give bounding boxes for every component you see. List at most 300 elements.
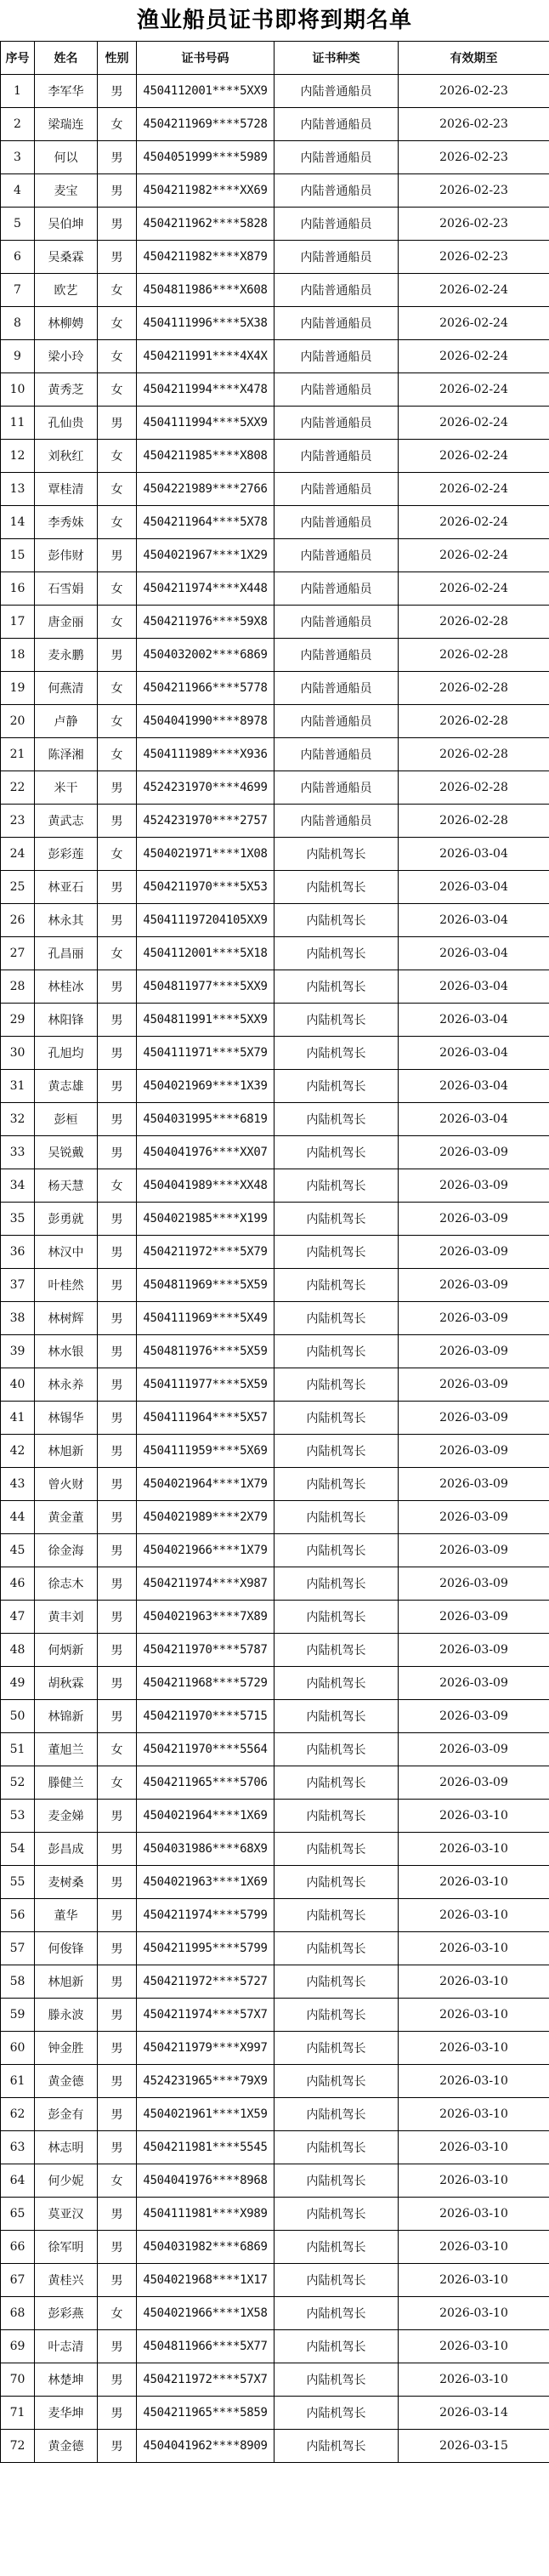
cell-certificate-type: 内陆机驾长 (274, 1965, 399, 1999)
cell-gender: 男 (98, 1899, 137, 1932)
cell-serial: 36 (1, 1236, 35, 1269)
table-row (1, 1169, 549, 1203)
table-row (1, 141, 549, 174)
cell-certificate-type: 内陆普通船员 (274, 506, 399, 539)
table-row (1, 2330, 549, 2363)
cell-name: 何炳新 (35, 1634, 98, 1667)
cell-gender: 男 (98, 805, 137, 838)
cell-valid-until: 2026-02-28 (399, 738, 549, 771)
cell-serial: 68 (1, 2297, 35, 2330)
cell-certificate-type: 内陆普通船员 (274, 307, 399, 340)
cell-name: 刘秋红 (35, 440, 98, 473)
cell-certificate-number: 4504211965****5706 (137, 1766, 274, 1800)
cell-gender: 男 (98, 1534, 137, 1567)
cell-serial: 21 (1, 738, 35, 771)
cell-certificate-number: 4504111959****5X69 (137, 1435, 274, 1468)
cell-serial: 63 (1, 2131, 35, 2164)
cell-gender: 男 (98, 2065, 137, 2098)
cell-name: 滕健兰 (35, 1766, 98, 1800)
cell-certificate-number: 4504211974****57X7 (137, 1999, 274, 2032)
cell-serial: 8 (1, 307, 35, 340)
table-row (1, 2164, 549, 2198)
cell-name: 黄秀芝 (35, 373, 98, 407)
cell-gender: 女 (98, 1169, 137, 1203)
table-row (1, 440, 549, 473)
cell-name: 吴桑霖 (35, 241, 98, 274)
roster-table (0, 41, 549, 2463)
cell-certificate-type: 内陆机驾长 (274, 2032, 399, 2065)
cell-name: 林水银 (35, 1335, 98, 1368)
cell-gender: 男 (98, 1070, 137, 1103)
cell-certificate-type: 内陆普通船员 (274, 141, 399, 174)
cell-valid-until: 2026-02-24 (399, 572, 549, 606)
cell-certificate-number: 4504211982****XX69 (137, 174, 274, 208)
cell-certificate-type: 内陆机驾长 (274, 904, 399, 937)
cell-valid-until: 2026-03-09 (399, 1402, 549, 1435)
cell-certificate-number: 4504021967****1X29 (137, 539, 274, 572)
cell-certificate-type: 内陆机驾长 (274, 1700, 399, 1733)
cell-certificate-type: 内陆机驾长 (274, 1236, 399, 1269)
cell-certificate-number: 4504211982****X879 (137, 241, 274, 274)
cell-certificate-number: 4504111989****X936 (137, 738, 274, 771)
cell-serial: 51 (1, 1733, 35, 1766)
cell-name: 麦金娣 (35, 1800, 98, 1833)
cell-name: 林永养 (35, 1368, 98, 1402)
cell-gender: 男 (98, 2098, 137, 2131)
cell-gender: 男 (98, 1402, 137, 1435)
table-row (1, 2264, 549, 2297)
cell-certificate-type: 内陆机驾长 (274, 1667, 399, 1700)
cell-gender: 男 (98, 2363, 137, 2397)
cell-gender: 男 (98, 1103, 137, 1136)
cell-certificate-type: 内陆机驾长 (274, 2065, 399, 2098)
cell-gender: 男 (98, 2032, 137, 2065)
cell-valid-until: 2026-03-10 (399, 2198, 549, 2231)
cell-serial: 48 (1, 1634, 35, 1667)
table-row (1, 340, 549, 373)
cell-gender: 男 (98, 1601, 137, 1634)
table-row (1, 1203, 549, 1236)
cell-gender: 男 (98, 2430, 137, 2463)
cell-certificate-type: 内陆机驾长 (274, 2098, 399, 2131)
cell-valid-until: 2026-02-23 (399, 241, 549, 274)
cell-gender: 女 (98, 572, 137, 606)
cell-gender: 女 (98, 340, 137, 373)
header-certificate-type: 证书种类 (274, 42, 399, 75)
cell-certificate-number: 4504211962****5828 (137, 208, 274, 241)
cell-certificate-number: 4504221989****2766 (137, 473, 274, 506)
cell-gender: 男 (98, 241, 137, 274)
cell-serial: 10 (1, 373, 35, 407)
cell-gender: 男 (98, 208, 137, 241)
cell-serial: 47 (1, 1601, 35, 1634)
cell-certificate-type: 内陆机驾长 (274, 1866, 399, 1899)
cell-name: 黄武志 (35, 805, 98, 838)
cell-certificate-type: 内陆普通船员 (274, 440, 399, 473)
cell-certificate-type: 内陆机驾长 (274, 1037, 399, 1070)
cell-certificate-number: 4524231970****2757 (137, 805, 274, 838)
cell-gender: 男 (98, 2198, 137, 2231)
cell-name: 麦华坤 (35, 2397, 98, 2430)
cell-name: 林锡华 (35, 1402, 98, 1435)
table-row (1, 639, 549, 672)
cell-name: 吴锐戴 (35, 1136, 98, 1169)
cell-certificate-type: 内陆普通船员 (274, 208, 399, 241)
table-row (1, 1766, 549, 1800)
cell-certificate-type: 内陆普通船员 (274, 108, 399, 141)
cell-certificate-number: 4504111971****5X79 (137, 1037, 274, 1070)
cell-valid-until: 2026-02-28 (399, 639, 549, 672)
table-row (1, 1501, 549, 1534)
table-row (1, 1302, 549, 1335)
cell-certificate-number: 4504111964****5X57 (137, 1402, 274, 1435)
cell-gender: 男 (98, 1203, 137, 1236)
table-row (1, 1402, 549, 1435)
cell-valid-until: 2026-03-09 (399, 1534, 549, 1567)
cell-valid-until: 2026-03-14 (399, 2397, 549, 2430)
cell-serial: 69 (1, 2330, 35, 2363)
cell-name: 林柳娉 (35, 307, 98, 340)
cell-name: 曾火财 (35, 1468, 98, 1501)
cell-certificate-type: 内陆机驾长 (274, 1435, 399, 1468)
cell-certificate-number: 4504811977****5XX9 (137, 970, 274, 1004)
cell-serial: 14 (1, 506, 35, 539)
cell-certificate-type: 内陆机驾长 (274, 970, 399, 1004)
cell-name: 唐金丽 (35, 606, 98, 639)
cell-gender: 女 (98, 1733, 137, 1766)
cell-certificate-number: 4504811969****5X59 (137, 1269, 274, 1302)
cell-valid-until: 2026-03-10 (399, 2297, 549, 2330)
cell-certificate-type: 内陆机驾长 (274, 2198, 399, 2231)
cell-valid-until: 2026-03-10 (399, 2264, 549, 2297)
table-row (1, 1899, 549, 1932)
table-row (1, 1070, 549, 1103)
cell-valid-until: 2026-02-24 (399, 307, 549, 340)
table-row (1, 2363, 549, 2397)
table-row (1, 307, 549, 340)
table-row (1, 937, 549, 970)
cell-gender: 女 (98, 738, 137, 771)
cell-gender: 女 (98, 108, 137, 141)
table-row (1, 1999, 549, 2032)
cell-valid-until: 2026-03-04 (399, 970, 549, 1004)
cell-serial: 20 (1, 705, 35, 738)
cell-certificate-number: 4504211995****5799 (137, 1932, 274, 1965)
cell-certificate-number: 4504041976****XX07 (137, 1136, 274, 1169)
cell-certificate-type: 内陆普通船员 (274, 473, 399, 506)
cell-certificate-type: 内陆机驾长 (274, 2330, 399, 2363)
cell-certificate-number: 4504031995****6819 (137, 1103, 274, 1136)
cell-valid-until: 2026-03-10 (399, 1965, 549, 1999)
cell-gender: 男 (98, 1501, 137, 1534)
cell-certificate-type: 内陆机驾长 (274, 1103, 399, 1136)
cell-serial: 41 (1, 1402, 35, 1435)
cell-name: 彭伟财 (35, 539, 98, 572)
cell-certificate-number: 4504041976****8968 (137, 2164, 274, 2198)
cell-gender: 男 (98, 904, 137, 937)
table-row (1, 1567, 549, 1601)
cell-valid-until: 2026-03-10 (399, 1833, 549, 1866)
cell-name: 黄丰刘 (35, 1601, 98, 1634)
cell-certificate-type: 内陆机驾长 (274, 1335, 399, 1368)
cell-certificate-number: 450411197204105XX9 (137, 904, 274, 937)
cell-name: 黄金德 (35, 2065, 98, 2098)
cell-gender: 女 (98, 2164, 137, 2198)
cell-name: 林锦新 (35, 1700, 98, 1733)
cell-name: 莫亚汉 (35, 2198, 98, 2231)
cell-certificate-number: 4504211970****5787 (137, 1634, 274, 1667)
cell-serial: 70 (1, 2363, 35, 2397)
cell-certificate-type: 内陆机驾长 (274, 1302, 399, 1335)
cell-name: 林旭新 (35, 1435, 98, 1468)
cell-serial: 67 (1, 2264, 35, 2297)
cell-serial: 72 (1, 2430, 35, 2463)
cell-certificate-type: 内陆机驾长 (274, 1567, 399, 1601)
table-row (1, 838, 549, 871)
cell-certificate-type: 内陆普通船员 (274, 572, 399, 606)
cell-valid-until: 2026-03-09 (399, 1435, 549, 1468)
cell-valid-until: 2026-03-10 (399, 2231, 549, 2264)
cell-certificate-number: 4504211972****57X7 (137, 2363, 274, 2397)
cell-gender: 男 (98, 1368, 137, 1402)
cell-certificate-number: 4504111977****5X59 (137, 1368, 274, 1402)
cell-certificate-number: 4504811976****5X59 (137, 1335, 274, 1368)
table-row (1, 1634, 549, 1667)
cell-valid-until: 2026-02-24 (399, 440, 549, 473)
cell-certificate-type: 内陆机驾长 (274, 1402, 399, 1435)
cell-certificate-type: 内陆机驾长 (274, 1269, 399, 1302)
cell-serial: 24 (1, 838, 35, 871)
cell-certificate-number: 4504021961****1X59 (137, 2098, 274, 2131)
cell-name: 彭昌成 (35, 1833, 98, 1866)
cell-certificate-type: 内陆普通船员 (274, 705, 399, 738)
cell-serial: 6 (1, 241, 35, 274)
cell-certificate-number: 4504021966****1X58 (137, 2297, 274, 2330)
table-row (1, 2430, 549, 2463)
cell-certificate-type: 内陆普通船员 (274, 771, 399, 805)
cell-valid-until: 2026-02-28 (399, 805, 549, 838)
cell-certificate-type: 内陆机驾长 (274, 1634, 399, 1667)
cell-name: 胡秋霖 (35, 1667, 98, 1700)
cell-valid-until: 2026-03-09 (399, 1236, 549, 1269)
table-row (1, 2131, 549, 2164)
cell-gender: 男 (98, 1037, 137, 1070)
table-row (1, 970, 549, 1004)
cell-serial: 35 (1, 1203, 35, 1236)
table-row (1, 1700, 549, 1733)
cell-name: 彭彩莲 (35, 838, 98, 871)
cell-name: 欧艺 (35, 274, 98, 307)
cell-serial: 9 (1, 340, 35, 373)
cell-serial: 23 (1, 805, 35, 838)
cell-certificate-type: 内陆机驾长 (274, 1534, 399, 1567)
table-row (1, 1800, 549, 1833)
cell-certificate-number: 4504211994****X478 (137, 373, 274, 407)
cell-valid-until: 2026-03-10 (399, 2363, 549, 2397)
table-row (1, 2065, 549, 2098)
cell-certificate-type: 内陆机驾长 (274, 2397, 399, 2430)
cell-gender: 男 (98, 1302, 137, 1335)
cell-certificate-number: 4504021985****X199 (137, 1203, 274, 1236)
table-row (1, 1037, 549, 1070)
cell-gender: 男 (98, 174, 137, 208)
cell-name: 孔旭均 (35, 1037, 98, 1070)
cell-gender: 女 (98, 937, 137, 970)
cell-certificate-number: 4504211974****X448 (137, 572, 274, 606)
cell-certificate-type: 内陆普通船员 (274, 738, 399, 771)
cell-gender: 男 (98, 2231, 137, 2264)
cell-name: 何以 (35, 141, 98, 174)
table-row (1, 407, 549, 440)
cell-gender: 男 (98, 1932, 137, 1965)
cell-valid-until: 2026-03-10 (399, 2065, 549, 2098)
cell-serial: 11 (1, 407, 35, 440)
cell-certificate-type: 内陆机驾长 (274, 1004, 399, 1037)
cell-certificate-number: 4504211965****5859 (137, 2397, 274, 2430)
table-row (1, 1103, 549, 1136)
cell-valid-until: 2026-02-23 (399, 141, 549, 174)
cell-serial: 15 (1, 539, 35, 572)
cell-certificate-type: 内陆机驾长 (274, 937, 399, 970)
cell-certificate-type: 内陆机驾长 (274, 2264, 399, 2297)
cell-certificate-number: 4504211968****5729 (137, 1667, 274, 1700)
cell-certificate-number: 4504021964****1X79 (137, 1468, 274, 1501)
cell-serial: 16 (1, 572, 35, 606)
cell-serial: 44 (1, 1501, 35, 1534)
table-row (1, 705, 549, 738)
cell-name: 吴伯坤 (35, 208, 98, 241)
cell-serial: 65 (1, 2198, 35, 2231)
table-row (1, 1468, 549, 1501)
cell-name: 何俊锋 (35, 1932, 98, 1965)
cell-serial: 2 (1, 108, 35, 141)
cell-certificate-number: 4504211976****59X8 (137, 606, 274, 639)
cell-serial: 60 (1, 2032, 35, 2065)
cell-valid-until: 2026-02-28 (399, 771, 549, 805)
cell-certificate-number: 4504021969****1X39 (137, 1070, 274, 1103)
cell-serial: 42 (1, 1435, 35, 1468)
cell-name: 何燕清 (35, 672, 98, 705)
cell-serial: 40 (1, 1368, 35, 1402)
cell-valid-until: 2026-03-04 (399, 838, 549, 871)
cell-serial: 22 (1, 771, 35, 805)
table-row (1, 208, 549, 241)
header-row (1, 42, 549, 75)
table-row (1, 1136, 549, 1169)
cell-valid-until: 2026-03-04 (399, 904, 549, 937)
cell-certificate-number: 4504211985****X808 (137, 440, 274, 473)
cell-serial: 66 (1, 2231, 35, 2264)
cell-certificate-number: 4504211991****4X4X (137, 340, 274, 373)
cell-valid-until: 2026-03-09 (399, 1136, 549, 1169)
table-row (1, 506, 549, 539)
cell-name: 李秀妹 (35, 506, 98, 539)
cell-serial: 27 (1, 937, 35, 970)
cell-gender: 女 (98, 274, 137, 307)
cell-certificate-type: 内陆机驾长 (274, 1932, 399, 1965)
cell-name: 林桂冰 (35, 970, 98, 1004)
cell-valid-until: 2026-03-09 (399, 1700, 549, 1733)
table-row (1, 75, 549, 108)
cell-name: 滕永波 (35, 1999, 98, 2032)
cell-serial: 62 (1, 2098, 35, 2131)
cell-serial: 31 (1, 1070, 35, 1103)
cell-valid-until: 2026-02-24 (399, 407, 549, 440)
cell-serial: 13 (1, 473, 35, 506)
cell-certificate-type: 内陆机驾长 (274, 2297, 399, 2330)
cell-serial: 56 (1, 1899, 35, 1932)
cell-name: 卢静 (35, 705, 98, 738)
table-row (1, 1932, 549, 1965)
cell-gender: 男 (98, 1999, 137, 2032)
table-row (1, 2297, 549, 2330)
cell-valid-until: 2026-03-10 (399, 2032, 549, 2065)
cell-name: 黄志雄 (35, 1070, 98, 1103)
cell-certificate-type: 内陆机驾长 (274, 1501, 399, 1534)
cell-certificate-type: 内陆机驾长 (274, 871, 399, 904)
cell-gender: 男 (98, 539, 137, 572)
table-row (1, 2198, 549, 2231)
cell-gender: 女 (98, 672, 137, 705)
table-row (1, 738, 549, 771)
cell-valid-until: 2026-02-24 (399, 274, 549, 307)
table-row (1, 539, 549, 572)
header-certificate-number: 证书号码 (137, 42, 274, 75)
cell-valid-until: 2026-02-23 (399, 75, 549, 108)
cell-gender: 男 (98, 2330, 137, 2363)
cell-gender: 男 (98, 1800, 137, 1833)
cell-serial: 28 (1, 970, 35, 1004)
cell-valid-until: 2026-02-24 (399, 539, 549, 572)
cell-certificate-number: 4504111994****5XX9 (137, 407, 274, 440)
cell-certificate-number: 4504051999****5989 (137, 141, 274, 174)
cell-certificate-number: 4504112001****5X18 (137, 937, 274, 970)
cell-gender: 男 (98, 1567, 137, 1601)
cell-valid-until: 2026-02-28 (399, 672, 549, 705)
cell-name: 何少妮 (35, 2164, 98, 2198)
table-row (1, 1866, 549, 1899)
cell-serial: 5 (1, 208, 35, 241)
cell-certificate-type: 内陆机驾长 (274, 1899, 399, 1932)
cell-certificate-number: 4504111981****X989 (137, 2198, 274, 2231)
cell-name: 梁小玲 (35, 340, 98, 373)
cell-certificate-type: 内陆机驾长 (274, 2363, 399, 2397)
cell-serial: 18 (1, 639, 35, 672)
cell-certificate-number: 4504811991****5XX9 (137, 1004, 274, 1037)
cell-certificate-type: 内陆普通船员 (274, 274, 399, 307)
cell-valid-until: 2026-03-04 (399, 937, 549, 970)
cell-name: 林永其 (35, 904, 98, 937)
table-row (1, 771, 549, 805)
cell-certificate-number: 4504211969****5728 (137, 108, 274, 141)
cell-gender: 女 (98, 1766, 137, 1800)
cell-certificate-type: 内陆普通船员 (274, 373, 399, 407)
cell-gender: 男 (98, 1269, 137, 1302)
cell-valid-until: 2026-03-10 (399, 2131, 549, 2164)
cell-valid-until: 2026-03-04 (399, 1103, 549, 1136)
cell-gender: 男 (98, 639, 137, 672)
cell-certificate-number: 4504021968****1X17 (137, 2264, 274, 2297)
cell-name: 叶桂然 (35, 1269, 98, 1302)
table-row (1, 2098, 549, 2131)
cell-valid-until: 2026-03-09 (399, 1169, 549, 1203)
cell-serial: 49 (1, 1667, 35, 1700)
cell-certificate-type: 内陆机驾长 (274, 2231, 399, 2264)
cell-certificate-type: 内陆机驾长 (274, 838, 399, 871)
table-row (1, 606, 549, 639)
cell-gender: 男 (98, 1136, 137, 1169)
cell-gender: 女 (98, 606, 137, 639)
